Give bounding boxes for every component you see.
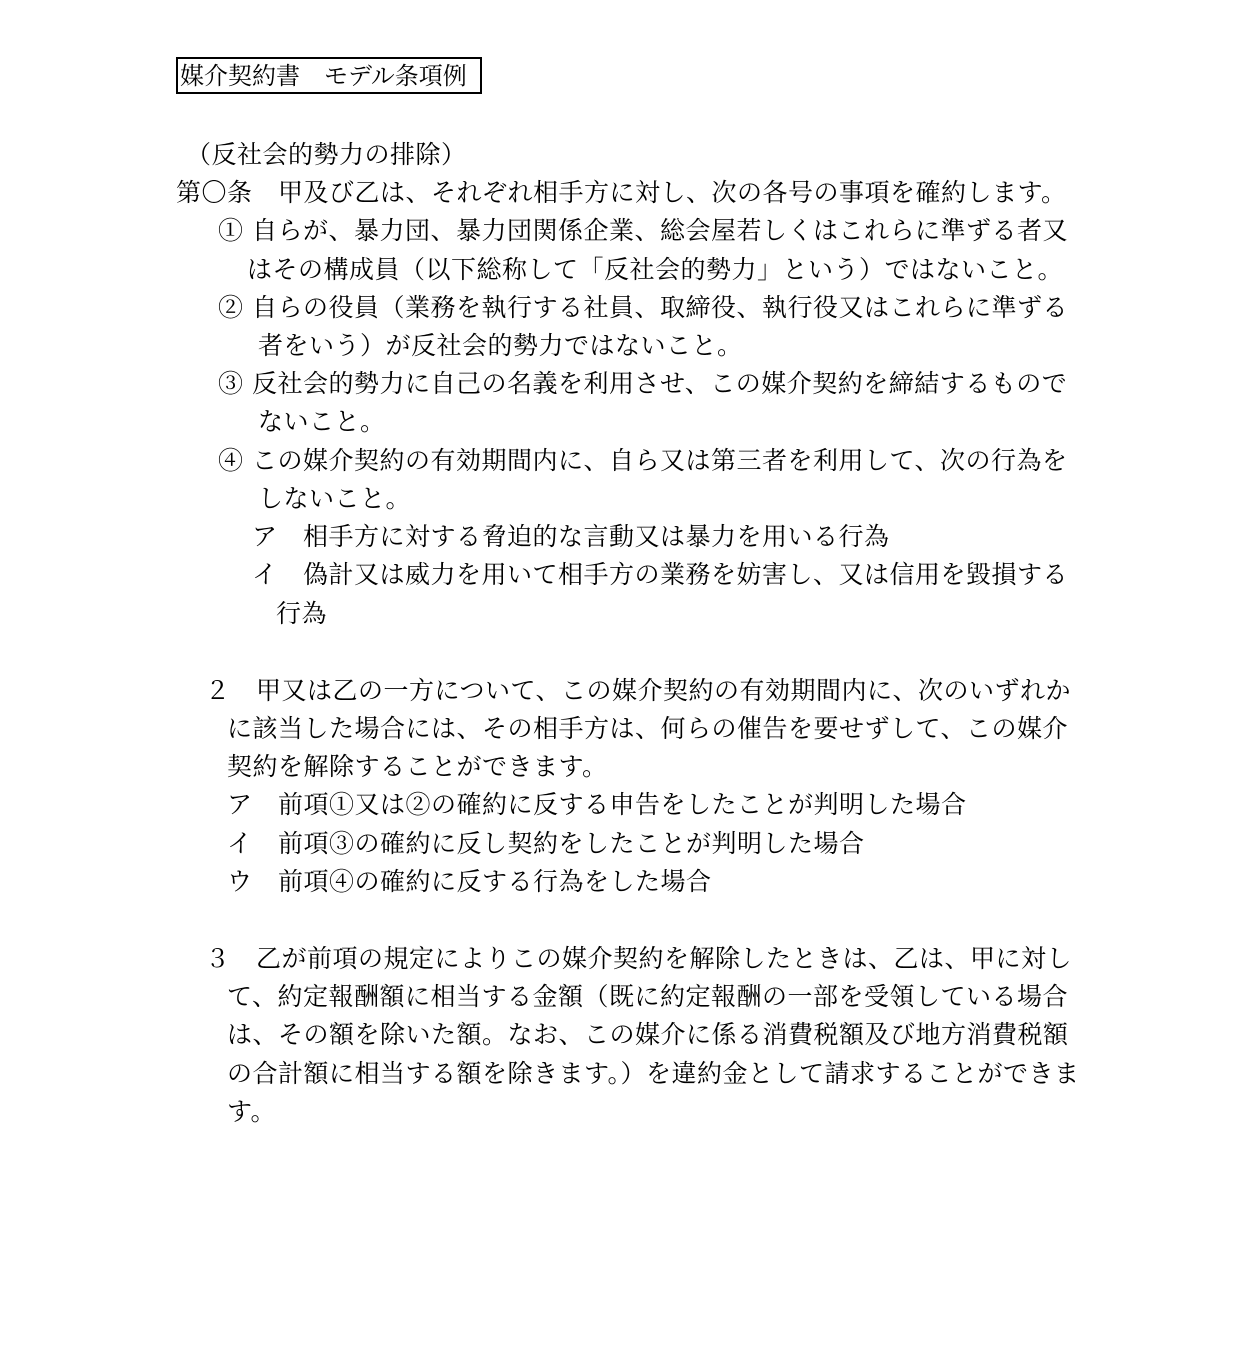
paragraph-2-item-i: イ 前項③の確約に反し契約をしたことが判明した場合 <box>227 829 865 858</box>
clause-item-4-line-2: しないこと。 <box>258 484 412 513</box>
sub-item-i-line-2: 行為 <box>276 599 328 628</box>
clause-item-1-line-1: ① 自らが、暴力団、暴力団関係企業、総会屋若しくはこれらに準ずる者又 <box>218 216 1068 245</box>
paragraph-2-line-3: 契約を解除することができます。 <box>227 752 608 781</box>
paragraph-2-item-a: ア 前項①又は②の確約に反する申告をしたことが判明した場合 <box>227 790 967 819</box>
paragraph-2-item-u: ウ 前項④の確約に反する行為をした場合 <box>227 867 712 896</box>
sub-item-i-line-1: イ 偽計又は威力を用いて相手方の業務を妨害し、又は信用を毀損する <box>252 560 1069 589</box>
paragraph-3-line-1: ３ 乙が前項の規定によりこの媒介契約を解除したときは、乙は、甲に対し <box>205 944 1073 973</box>
clause-item-4-line-1: ④ この媒介契約の有効期間内に、自ら又は第三者を利用して、次の行為を <box>218 446 1068 475</box>
paragraph-2-line-1: ２ 甲又は乙の一方について、この媒介契約の有効期間内に、次のいずれか <box>205 676 1072 705</box>
document-title: 媒介契約書 モデル条項例 <box>180 62 467 90</box>
document-title-box <box>176 57 482 94</box>
paragraph-3-line-3: は、その額を除いた額。なお、この媒介に係る消費税額及び地方消費税額 <box>227 1020 1069 1049</box>
section-heading: （反社会的勢力の排除） <box>186 140 467 169</box>
clause-item-2-line-2: 者をいう）が反社会的勢力ではないこと。 <box>258 331 743 360</box>
paragraph-2-line-2: に該当した場合には、その相手方は、何らの催告を要せずして、この媒介 <box>227 714 1069 743</box>
paragraph-3-line-2: て、約定報酬額に相当する金額（既に約定報酬の一部を受領している場合 <box>227 982 1069 1011</box>
sub-item-a: ア 相手方に対する脅迫的な言動又は暴力を用いる行為 <box>252 522 890 551</box>
article-lead: 第〇条 甲及び乙は、それぞれ相手方に対し、次の各号の事項を確約します。 <box>176 178 1067 207</box>
clause-item-2-line-1: ② 自らの役員（業務を執行する社員、取締役、執行役又はこれらに準ずる <box>218 293 1068 322</box>
paragraph-3-line-5: す。 <box>227 1097 277 1126</box>
clause-item-1-line-2: はその構成員（以下総称して「反社会的勢力」という）ではないこと。 <box>247 255 1064 284</box>
paragraph-3-line-4: の合計額に相当する額を除きます。）を違約金として請求することができま <box>227 1059 1080 1088</box>
clause-item-3-line-1: ③ 反社会的勢力に自己の名義を利用させ、この媒介契約を締結するもので <box>218 369 1068 398</box>
clause-item-3-line-2: ないこと。 <box>258 407 386 436</box>
